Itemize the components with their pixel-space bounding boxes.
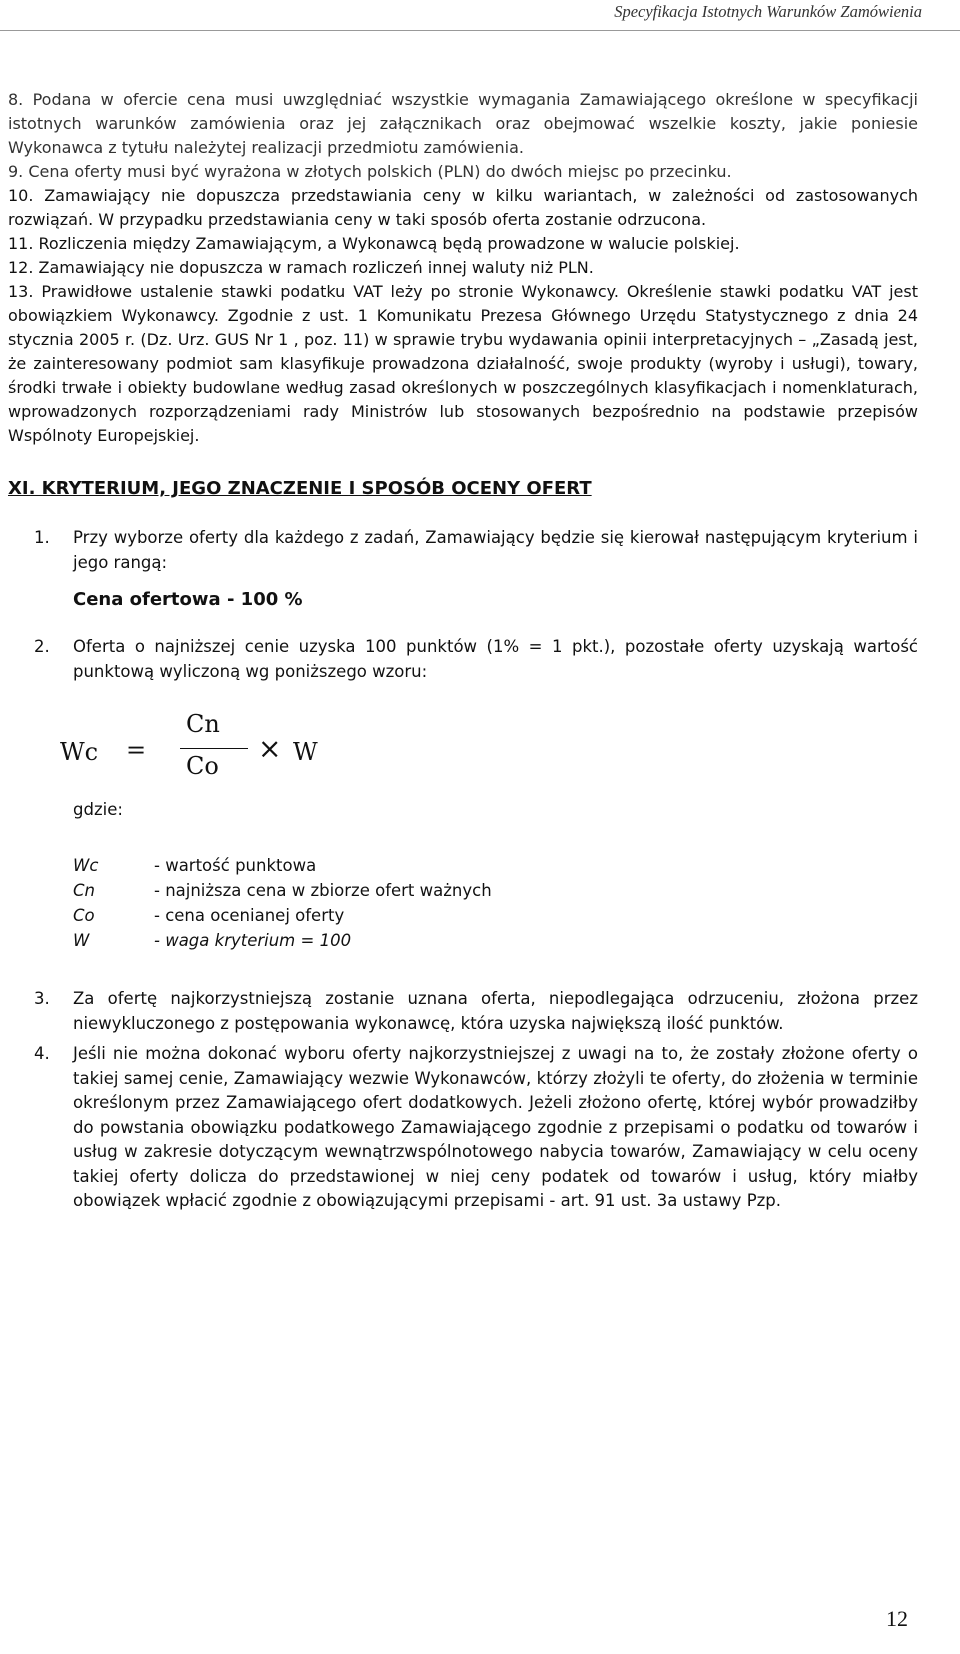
fraction-bar xyxy=(180,748,248,749)
definition-text: - wartość punktowa xyxy=(154,856,317,875)
header-divider xyxy=(0,30,960,31)
formula-equals: = xyxy=(126,736,147,764)
definition-symbol: Cn xyxy=(73,881,95,900)
page-number: 12 xyxy=(886,1606,908,1631)
definition-text: - waga kryterium = 100 xyxy=(154,931,352,950)
paragraph-11: 11. Rozliczenia między Zamawiającym, a Wykonawcą będą prowadzone w walucie polskiej. xyxy=(8,234,740,253)
paragraph-13: 13. Prawidłowe ustalenie stawki podatku VAT leży po stronie Wykonawcy. Określenie stawki podatku VAT jest obowiązkiem Wykonawcy. Zgodnie z ust. 1 Komunikatu Prezesa Głównego Urzędu Statystycznego z dnia 24 stycznia 2005 r. (Dz. Urz. GUS Nr 1 , poz. 11) w sprawie trybu wydawania opinii interpretacyjnych – „Zasadą jest, że zainteresowany podmiot sam klasyfikuje prowadzona działalność, swoje produkty (wyroby i usługi), towary, środki trwałe i obiekty budowlane według zasad określonych w poszczególnych klasyfikacjach i nomenklaturach, wprowadzonych rozporządzeniami rady Ministrów lub stosowanych bezpośrednio na podstawie przepisów Wspólnoty Europejskiej. xyxy=(8,282,918,445)
item-text: Za ofertę najkorzystniejszą zostanie uznana oferta, niepodlegająca odrzuceniu, złożona przez niewykluczonego z postępowania wykonawcę, która uzyska największą ilość punktów. xyxy=(73,989,918,1033)
item-number: 2. xyxy=(34,637,50,656)
definitions-list xyxy=(8,853,918,953)
definition-row xyxy=(8,853,918,878)
formula-denominator: Co xyxy=(186,752,219,780)
list-item-1 xyxy=(8,526,918,575)
definition-text: - cena ocenianej oferty xyxy=(154,906,345,925)
formula-numerator: Cn xyxy=(186,710,220,738)
item-number: 1. xyxy=(34,528,50,547)
item-number: 4. xyxy=(34,1044,50,1063)
multiply-sign: × xyxy=(258,732,282,765)
formula-lhs: Wc xyxy=(60,738,99,766)
score-formula xyxy=(8,710,918,820)
paragraph-9: 9. Cena oferty musi być wyrażona w złotych polskich (PLN) do dwóch miejsc po przecinku. xyxy=(8,162,732,181)
section-heading: XI. KRYTERIUM, JEGO ZNACZENIE I SPOSÓB OCENY OFERT xyxy=(8,478,592,499)
item-number: 3. xyxy=(34,989,50,1008)
definition-symbol: W xyxy=(73,931,90,950)
paragraph-10: 10. Zamawiający nie dopuszcza przedstawiania ceny w kilku wariantach, w zależności od zastosowanych rozwiązań. W przypadku przedstawiania ceny w taki sposób oferta zostanie odrzucona. xyxy=(8,186,918,229)
definition-symbol: Co xyxy=(73,906,95,925)
list-item-4 xyxy=(8,1042,918,1214)
list-item-2 xyxy=(8,635,918,684)
list-item-3 xyxy=(8,987,918,1036)
definition-text: - najniższa cena w zbiorze ofert ważnych xyxy=(154,881,492,900)
paragraph-12: 12. Zamawiający nie dopuszcza w ramach rozliczeń innej waluty niż PLN. xyxy=(8,258,594,277)
definition-row xyxy=(8,903,918,928)
definition-row xyxy=(8,878,918,903)
where-label: gdzie: xyxy=(73,800,123,819)
item-text: Oferta o najniższej cenie uzyska 100 punktów (1% = 1 pkt.), pozostałe oferty uzyskają wartość punktową wyliczoną wg poniższego wzoru: xyxy=(73,637,918,681)
item-text: Przy wyborze oferty dla każdego z zadań, Zamawiający będzie się kierował następującym kryterium i jego rangą: xyxy=(73,528,918,572)
formula-factor: W xyxy=(293,738,318,766)
page-content xyxy=(8,88,918,1214)
criterion-line: Cena ofertowa - 100 % xyxy=(73,589,303,610)
paragraph-8: 8. Podana w ofercie cena musi uwzględniać wszystkie wymagania Zamawiającego określone w specyfikacji istotnych warunków zamówienia oraz jej załącznikach oraz obejmować wszelkie koszty, jakie poniesie Wykonawca z tytułu należytej realizacji przedmiotu zamówienia. xyxy=(8,90,918,157)
item-text: Jeśli nie można dokonać wyboru oferty najkorzystniejszej z uwagi na to, że zostały złożone oferty o takiej samej cenie, Zamawiający wezwie Wykonawców, którzy złożyli te oferty, do złożenia w terminie określonym przez Zamawiającego ofert dodatkowych. Jeżeli złożono ofertę, której wybór prowadziłby do powstania obowiązku podatkowego Zamawiającego zgodnie z przepisami o podatku od towarów i usług w zakresie dotyczącym wewnątrzwspólnotowego nabycia towarów, Zamawiający w celu oceny takiej oferty dolicza do przedstawionej w niej ceny podatek od towarów i usług, który miałby obowiązek wpłacić zgodnie z obowiązującymi przepisami - art. 91 ust. 3a ustawy Pzp. xyxy=(73,1044,918,1210)
running-header: Specyfikacja Istotnych Warunków Zamówienia xyxy=(614,2,922,21)
definition-symbol: Wc xyxy=(73,856,99,875)
definition-row xyxy=(8,928,918,953)
